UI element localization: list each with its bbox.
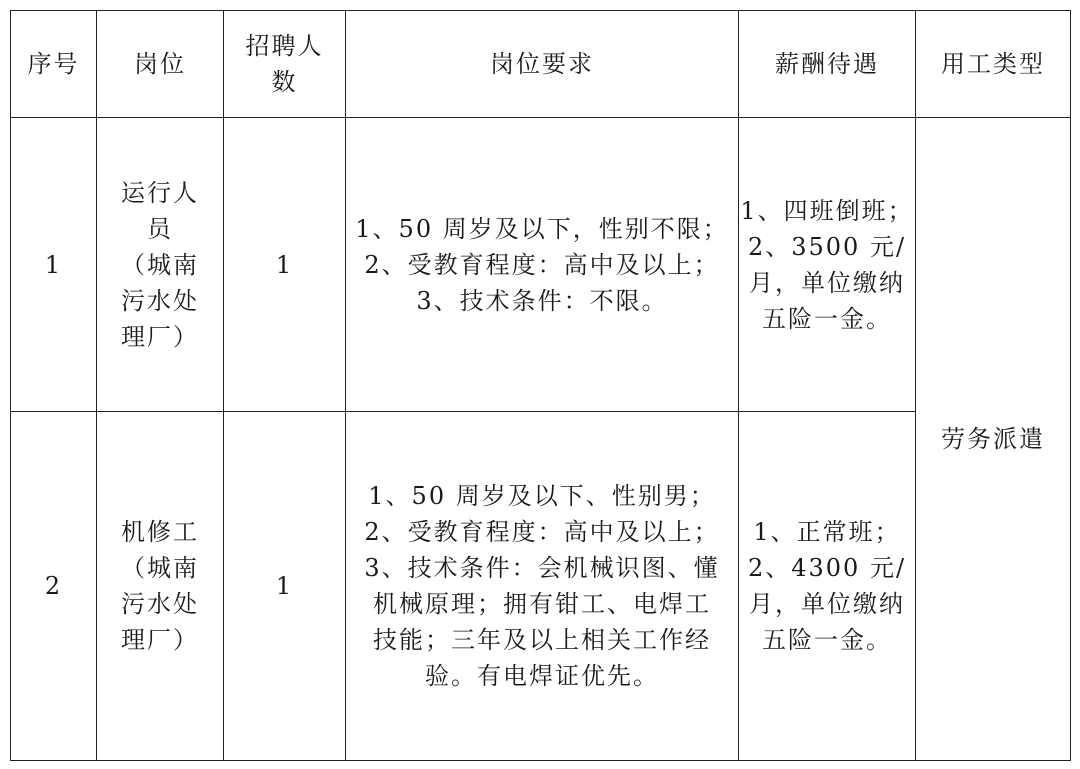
table-row: [11, 118, 1071, 412]
cell-count: 1: [224, 412, 346, 761]
recruitment-table: [10, 10, 1071, 761]
cell-no: 1: [11, 118, 97, 412]
cell-requirements: 1、50 周岁及以下，性别不限； 2、受教育程度：高中及以上； 3、技术条件：不限。: [346, 118, 739, 412]
header-employment-type: 用工类型: [916, 11, 1071, 118]
cell-position: 机修工 （城南 污水处 理厂）: [97, 412, 224, 761]
header-no: 序号: [11, 11, 97, 118]
header-count: 招聘人 数: [224, 11, 346, 118]
cell-requirements: 1、50 周岁及以下、性别男； 2、受教育程度：高中及以上； 3、技术条件：会机械识图、懂 机械原理；拥有钳工、电焊工 技能；三年及以上相关工作经 验。有电焊证优先。: [346, 412, 739, 761]
cell-salary: 1、正常班； 2、4300 元/ 月，单位缴纳 五险一金。: [739, 412, 916, 761]
header-row: [11, 11, 1071, 118]
cell-count: 1: [224, 118, 346, 412]
cell-salary: 1、四班倒班； 2、3500 元/ 月，单位缴纳 五险一金。: [739, 118, 916, 412]
cell-position: 运行人 员 （城南 污水处 理厂）: [97, 118, 224, 412]
header-position: 岗位: [97, 11, 224, 118]
header-requirements: 岗位要求: [346, 11, 739, 118]
header-salary: 薪酬待遇: [739, 11, 916, 118]
cell-no: 2: [11, 412, 97, 761]
table-row: [11, 412, 1071, 761]
cell-employment-type: 劳务派遣: [916, 118, 1071, 761]
